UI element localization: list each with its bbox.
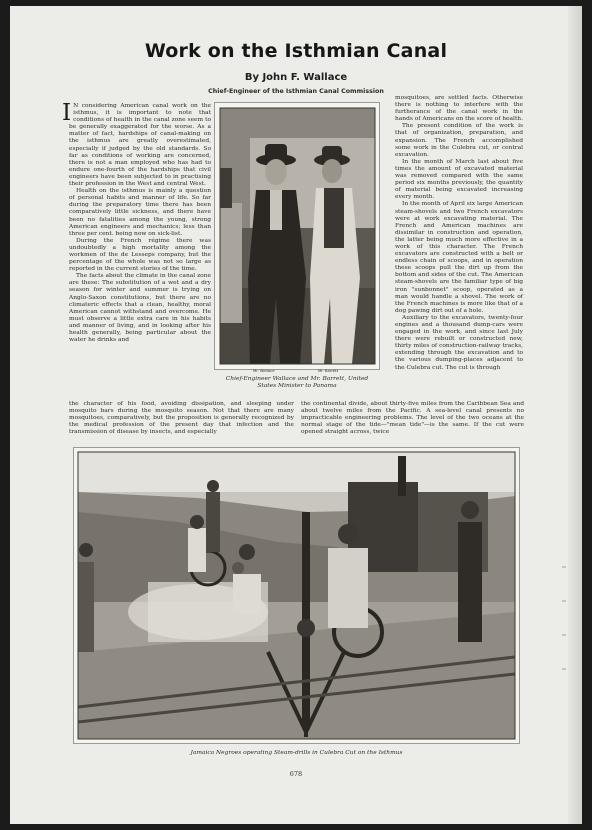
page-margin-marks [562, 566, 566, 686]
right-text-column [395, 95, 523, 398]
paragraph: In the month of April six large American steam-shovels and two French excavators were at work excavating material. The French and American machines are dissimilar in construction and operation, the latter being much more effective in a work of this character. The French excavators are constructed with a belt or endless chain of scoops, and in operation these scoops pull the dirt up from the bottom and sides of the cut. The American steam-shovels are the familiar type of big iron "sunbonnet" scoop, operated as a man would handle a shovel. The work of the French machines is more like that of a dog pawing dirt out of a hole. [395, 201, 523, 314]
page-edge-shadow [568, 6, 582, 824]
photo-label-wallace: Mr. Wallace [253, 368, 275, 373]
author-affiliation: Chief-Engineer of the Isthmian Canal Commission [208, 88, 384, 95]
portrait-photo [220, 108, 375, 364]
page-number: 678 [289, 770, 303, 778]
excavation-caption: Jamaica Negroes operating Steam-drills in Culebra Cut on the Isthmus [190, 750, 403, 756]
portrait-caption-line1: Chief-Engineer Wallace and Mr. Barrett, United [225, 376, 369, 382]
paragraph: mosquitoes, are settled facts. Otherwise there is nothing to interfere with the furtherance of the canal work in the hands of Americans on the score of health. [395, 95, 523, 123]
bottom-text-right: the continental divide, about thirty-five miles from the Caribbean Sea and about twelve miles from the Pacific. A sea-level canal presents no impracticable engineering problems. The level of the two oceans at the normal stage of the tide—"mean tide"—is the same. If the cut were opened straight across, twice [301, 401, 524, 436]
bottom-text-band [69, 401, 524, 437]
left-text-column [62, 100, 211, 401]
paragraph: The facts about the climate in the canal zone are these: The substitution of a wet and a dry season for winter and summer is trying on Anglo-Saxon constitutions, but there are no climateric effects that a clean, healthy, moral American cannot withstand and overcome. He must observe a little extra care in his habits and manner of living, and in looking after his health generally, being particular about the water he drinks and [69, 273, 211, 344]
paragraph: Auxiliary to the excavators, twenty-four engines and a thousand dump-cars were engaged in the work, and since last July there were rebuilt or constructed new, thirty miles of construction-railway tracks, extending through the excavation and to the various dumping-places adjacent to the Culebra cut. The cut is through [395, 314, 523, 371]
paragraph: The present condition of the work is that of organization, preparation, and expansion. The French accomplished some work in the Culebra cut, or central excavation. [395, 123, 523, 158]
article-byline: By John F. Wallace [244, 72, 348, 83]
photo-label-barrett: Mr. Barrett [318, 368, 339, 373]
excavation-photo [78, 452, 515, 739]
portrait-caption-line2: States Minister to Panama [257, 383, 337, 389]
article-title: Work on the Isthmian Canal [144, 40, 448, 62]
drop-cap: I [62, 100, 72, 126]
paragraph: In the month of March last about five times the amount of excavated material was removed compared with the same period six months previously, the quantity of material being excavated increasing every month. [395, 158, 523, 201]
opening-paragraph [62, 100, 211, 188]
portrait-photo-frame [214, 102, 380, 373]
paragraph: During the French régime there was undoubtedly a high mortality among the workmen of the de Lesseps company, but the percentage of the whole was not so large as reported in the current stories of the time. [69, 237, 211, 273]
portrait-caption [214, 376, 380, 390]
opening-text: N considering American canal work on the isthmus, it is important to note that conditions of health in the canal zone seem to be generally exaggerated for the worse. As a matter of fact, hardships of canal-making on the isthmus are greatly overestimated, especially if judged by the old standards. So far as conditions of working are concerned, there is not a man employed who has had to endure one-fourth of the hardships that civil engineers have been subjected to in practising their profession in the West and central West. [69, 103, 211, 188]
paragraph: Health on the isthmus is mainly a question of personal habits and manner of life. So far during the preparatory time there has been comparatively little sickness, and there have been no fatalities among the young, strong American engineers and mechanics; less than three per cent. being now on sick-list. [69, 188, 211, 237]
magazine-page [10, 6, 582, 824]
bottom-text-left: the character of his food, avoiding dissipation, and sleeping under mosquito bars during the mosquito season. Not that there are many mosquitoes, comparatively, but the proposition is generally recognized by the medical profession of the present day that infection and the transmission of disease by insects, and especially [69, 401, 294, 436]
excavation-photo-frame [73, 447, 520, 744]
